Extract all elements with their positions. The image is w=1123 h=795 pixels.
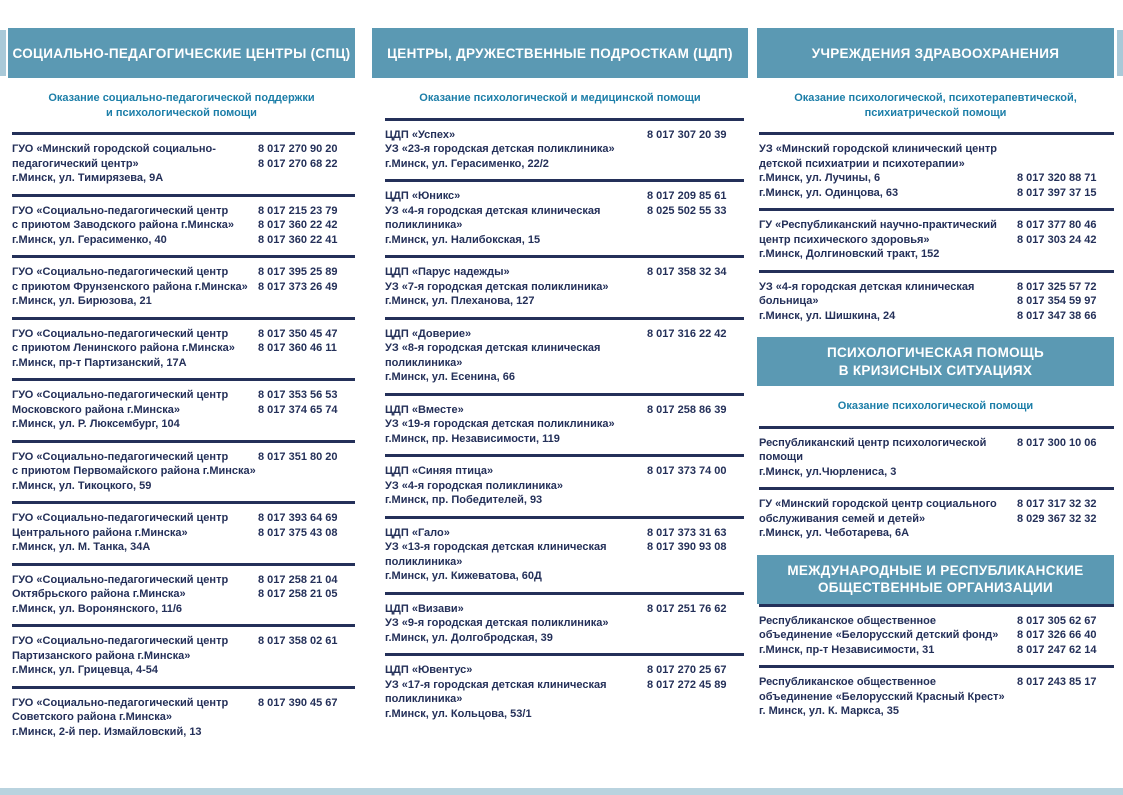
entry-row	[759, 280, 1114, 295]
entry-row	[759, 436, 1114, 451]
directory-entry	[12, 689, 355, 748]
entry-text: г.Минск, ул. Герасименко, 22/2	[385, 157, 549, 170]
directory-entry	[385, 258, 744, 317]
entry-row	[12, 294, 355, 309]
entry-row	[385, 341, 744, 356]
entry-text: ЦДП «Ювентус»	[385, 664, 473, 676]
entry-row	[385, 602, 744, 617]
entry-row	[12, 341, 355, 356]
entry-row	[385, 616, 744, 631]
entry-text: УЗ «4-я городская детская клиническая	[385, 204, 601, 217]
entries-list	[372, 118, 748, 730]
entry-row	[385, 555, 744, 570]
entries-list	[757, 604, 1114, 727]
entry-text: ЦДП «Синяя птица»	[385, 465, 494, 477]
entry-text: с приютом Фрунзенского района г.Минска»	[12, 280, 248, 293]
entry-row	[385, 370, 744, 385]
section-subtitle-line: психиатрической помощи	[864, 106, 1007, 119]
entry-row	[385, 493, 744, 508]
phone-number: 8 017 316 22 42	[647, 327, 727, 340]
section-subtitle	[759, 91, 1112, 120]
entry-text: г.Минск, ул. Тикоцкого, 59	[12, 479, 152, 492]
phone-number: 8 017 215 23 79	[258, 204, 338, 217]
phone-number: 8 017 354 59 97	[1017, 295, 1097, 307]
entry-row	[385, 678, 744, 693]
entry-row	[759, 704, 1114, 719]
entry-text: с приютом Первомайского района г.Минска»	[12, 465, 256, 477]
phone-number: 8 017 360 22 41	[258, 233, 338, 246]
entry-row	[759, 309, 1114, 324]
directory-entry	[12, 197, 355, 256]
entry-text: ГУ «Минский городской центр социального	[759, 498, 997, 510]
entry-text: Советского района г.Минска»	[12, 711, 173, 723]
entry-text: ГУО «Минский городской социально-	[12, 143, 216, 155]
phone-number: 8 017 303 24 42	[1017, 233, 1097, 246]
entry-text: УЗ «23-я городская детская поликлиника»	[385, 143, 615, 155]
phone-number: 8 017 360 22 42	[258, 219, 338, 231]
phone-number: 8 017 347 38 66	[1017, 309, 1097, 322]
entry-row	[759, 512, 1114, 527]
entry-row	[12, 511, 355, 526]
entry-text: ГУО «Социально-педагогический центр	[12, 327, 229, 340]
entry-text: Республиканское общественное	[759, 614, 936, 627]
entry-row	[385, 464, 744, 479]
entry-row	[385, 417, 744, 432]
entry-text: поликлиника»	[385, 356, 463, 369]
entry-row	[385, 142, 744, 157]
phone-number: 8 025 502 55 33	[647, 204, 727, 217]
entry-text: ГУО «Социально-педагогический центр	[12, 512, 229, 524]
phone-number: 8 017 258 86 39	[647, 403, 727, 416]
column-spc	[8, 28, 355, 747]
entry-row	[12, 526, 355, 541]
phone-number: 8 017 307 20 39	[647, 128, 727, 141]
directory-entry	[759, 135, 1114, 208]
entry-text: помощи	[759, 451, 803, 463]
entry-row	[12, 450, 355, 465]
section-subtitle	[374, 91, 746, 106]
entry-row	[385, 356, 744, 371]
entry-row	[385, 479, 744, 494]
section-header-line: ОБЩЕСТВЕННЫЕ ОРГАНИЗАЦИИ	[817, 580, 1054, 595]
phone-number: 8 017 251 76 62	[647, 602, 727, 615]
entry-text: ГУО «Социально-педагогический центр	[12, 266, 229, 278]
section-header	[757, 555, 1114, 604]
entry-row	[385, 403, 744, 418]
directory-entry	[12, 135, 355, 194]
entry-row	[385, 233, 744, 248]
entry-text: г.Минск, пр-т Партизанский, 17А	[12, 356, 187, 369]
phone-number: 8 017 373 74 00	[647, 465, 727, 477]
entry-text: объединение «Белорусский детский фонд»	[759, 629, 999, 641]
directory-entry	[12, 443, 355, 502]
entry-row	[759, 497, 1114, 512]
section-subtitle-line: Оказание психологической помощи	[837, 400, 1034, 412]
entry-text: УЗ «7-я городская детская поликлиника»	[385, 280, 609, 293]
phone-number: 8 017 377 80 46	[1017, 219, 1097, 231]
entry-text: ГУО «Социально-педагогический центр	[12, 204, 229, 217]
entry-row	[759, 643, 1114, 658]
entry-row	[12, 464, 355, 479]
entry-text: г.Минск, ул. М. Танка, 34А	[12, 541, 151, 553]
entry-row	[385, 569, 744, 584]
entry-row	[759, 614, 1114, 629]
section-subtitle	[759, 399, 1112, 414]
directory-entry	[385, 320, 744, 393]
entry-row	[385, 218, 744, 233]
entry-text: ЦДП «Гало»	[385, 526, 450, 539]
phone-number: 8 017 360 46 11	[258, 342, 337, 354]
entry-row	[12, 710, 355, 725]
entry-text: поликлиника»	[385, 693, 463, 705]
phone-number: 8 017 350 45 47	[258, 327, 338, 340]
entry-text: г.Минск, пр. Победителей, 93	[385, 494, 543, 506]
entry-text: поликлиника»	[385, 219, 463, 231]
entry-text: г.Минск, 2-й пер. Измайловский, 13	[12, 725, 202, 738]
phone-number: 8 017 258 21 04	[258, 573, 338, 586]
entry-text: Октябрьского района г.Минска»	[12, 588, 186, 600]
entry-row	[385, 432, 744, 447]
phone-number: 8 029 367 32 32	[1017, 512, 1097, 525]
entry-row	[12, 403, 355, 418]
entry-text: г.Минск, ул. Тимирязева, 9А	[12, 172, 164, 184]
entry-row	[12, 356, 355, 371]
entry-row	[12, 649, 355, 664]
entry-text: Республиканское общественное	[759, 676, 936, 688]
entry-row	[385, 157, 744, 172]
phone-number: 8 017 374 65 74	[258, 403, 338, 416]
phone-number: 8 017 300 10 06	[1017, 436, 1097, 449]
directory-entry	[12, 381, 355, 440]
section-header-line: В КРИЗИСНЫХ СИТУАЦИЯХ	[838, 362, 1033, 378]
directory-entry	[385, 519, 744, 592]
entry-row	[759, 450, 1114, 465]
section-header-line: СОЦИАЛЬНО-ПЕДАГОГИЧЕСКИЕ ЦЕНТРЫ (СПЦ)	[12, 45, 351, 61]
entry-text: ЦДП «Успех»	[385, 128, 456, 141]
entry-text: обслуживания семей и детей»	[759, 512, 926, 525]
directory-entry	[759, 273, 1114, 332]
entry-text: г. Минск, ул. К. Маркса, 35	[759, 705, 900, 717]
entry-row	[12, 573, 355, 588]
page-edge-left	[0, 30, 6, 76]
directory-entry	[385, 396, 744, 455]
directory-entry	[385, 182, 744, 255]
phone-number: 8 017 326 66 40	[1017, 629, 1097, 641]
entry-row	[12, 540, 355, 555]
entry-row	[12, 663, 355, 678]
entry-text: г.Минск, ул. Чеботарева, 6А	[759, 527, 910, 539]
entry-text: УЗ «4-я городская детская клиническая	[759, 280, 975, 293]
section-header	[372, 28, 748, 78]
brochure-page	[8, 28, 1114, 747]
entry-row	[759, 233, 1114, 248]
entry-row	[759, 157, 1114, 172]
entry-row	[759, 294, 1114, 309]
phone-number: 8 017 243 85 17	[1017, 676, 1097, 688]
phone-number: 8 017 320 88 71	[1017, 172, 1097, 184]
directory-entry	[385, 457, 744, 516]
entry-text: Партизанского района г.Минска»	[12, 649, 191, 662]
entry-row	[12, 218, 355, 233]
phone-number: 8 017 351 80 20	[258, 450, 338, 463]
entry-text: объединение «Белорусский Красный Крест»	[759, 690, 1005, 703]
phone-number: 8 017 390 45 67	[258, 696, 338, 709]
entry-row	[12, 696, 355, 711]
entry-text: УЗ «4-я городская поликлиника»	[385, 479, 564, 492]
entry-row	[12, 388, 355, 403]
entry-text: г.Минск, ул. Одинцова, 63	[759, 186, 899, 199]
entry-row	[12, 204, 355, 219]
entries-list	[757, 132, 1114, 331]
entry-text: г.Минск, ул. Есенина, 66	[385, 371, 516, 383]
entry-row	[385, 189, 744, 204]
entry-row	[385, 663, 744, 678]
entry-text: ГУО «Социально-педагогический центр	[12, 389, 229, 401]
section-header-line: ЦЕНТРЫ, ДРУЖЕСТВЕННЫЕ ПОДРОСТКАМ (ЦДП)	[387, 45, 733, 61]
phone-number: 8 017 375 43 08	[258, 526, 338, 539]
directory-entry	[12, 320, 355, 379]
entry-row	[12, 157, 355, 172]
section-header	[8, 28, 355, 78]
entry-text: г.Минск, ул. Долгобродская, 39	[385, 631, 553, 644]
entry-row	[759, 186, 1114, 201]
directory-entry	[759, 429, 1114, 488]
phone-number: 8 017 373 31 63	[647, 526, 727, 539]
entry-row	[12, 142, 355, 157]
phone-number: 8 017 358 02 61	[258, 635, 338, 647]
entry-text: г.Минск, ул. Герасименко, 40	[12, 233, 167, 246]
entry-row	[385, 204, 744, 219]
entry-text: ГУО «Социально-педагогический центр	[12, 450, 229, 463]
entry-text: г.Минск, Долгиновский тракт, 152	[759, 248, 940, 260]
page-edge-bottom	[0, 788, 1123, 795]
entry-row	[385, 692, 744, 707]
directory-entry	[12, 258, 355, 317]
directory-entry	[759, 607, 1114, 666]
entry-text: ЦДП «Доверие»	[385, 327, 472, 340]
entry-row	[385, 540, 744, 555]
section-subtitle-line: Оказание социально-педагогической поддержки	[48, 92, 315, 104]
phone-number: 8 017 247 62 14	[1017, 643, 1097, 656]
entry-text: Республиканский центр психологической	[759, 436, 987, 449]
section-subtitle	[10, 91, 353, 120]
entry-text: УЗ «19-я городская детская поликлиника»	[385, 418, 615, 430]
entry-text: ГУО «Социально-педагогический центр	[12, 696, 229, 709]
entry-text: г.Минск, пр. Независимости, 119	[385, 432, 560, 445]
section-header-line: УЧРЕЖДЕНИЯ ЗДРАВООХРАНЕНИЯ	[811, 45, 1060, 61]
directory-entry	[385, 656, 744, 729]
directory-entry	[759, 490, 1114, 549]
directory-entry	[759, 668, 1114, 727]
entry-text: г.Минск, ул. Шишкина, 24	[759, 309, 896, 322]
entries-list	[8, 132, 355, 747]
entry-row	[12, 327, 355, 342]
entry-text: г.Минск, ул. Воронянского, 11/6	[12, 602, 182, 615]
phone-number: 8 017 209 85 61	[647, 190, 727, 202]
entry-row	[12, 233, 355, 248]
entry-text: с приютом Заводского района г.Минска»	[12, 219, 234, 231]
phone-number: 8 017 395 25 89	[258, 266, 338, 278]
entry-text: г.Минск, ул. Р. Люксембург, 104	[12, 418, 180, 430]
entry-row	[759, 247, 1114, 262]
entry-text: УЗ «9-я городская детская поликлиника»	[385, 617, 609, 629]
phone-number: 8 017 270 25 67	[647, 664, 727, 676]
directory-entry	[385, 121, 744, 180]
entry-text: г.Минск, ул. Лучины, 6	[759, 172, 881, 184]
phone-number: 8 017 258 21 05	[258, 588, 338, 600]
directory-entry	[385, 595, 744, 654]
directory-entry	[12, 566, 355, 625]
entry-row	[385, 265, 744, 280]
entry-text: с приютом Ленинского района г.Минска»	[12, 342, 235, 354]
entry-row	[385, 280, 744, 295]
section-header-line: ПСИХОЛОГИЧЕСКАЯ ПОМОЩЬ	[827, 345, 1044, 360]
phone-number: 8 017 270 68 22	[258, 157, 338, 170]
phone-number: 8 017 272 45 89	[647, 678, 727, 691]
phone-number: 8 017 270 90 20	[258, 143, 338, 155]
directory-entry	[12, 627, 355, 686]
entry-text: педагогический центр»	[12, 157, 139, 170]
column-cdp	[372, 28, 748, 747]
entry-text: поликлиника»	[385, 555, 463, 568]
entry-text: г.Минск, пр-т Независимости, 31	[759, 643, 935, 656]
entry-text: УЗ «8-я городская детская клиническая	[385, 342, 601, 354]
entry-row	[385, 526, 744, 541]
page-edge-right	[1117, 30, 1123, 76]
phone-number: 8 017 373 26 49	[258, 280, 338, 293]
phone-number: 8 017 353 56 53	[258, 389, 338, 401]
section-header	[757, 28, 1114, 78]
section-subtitle-line: Оказание психологической, психотерапевтической,	[794, 92, 1077, 104]
section-subtitle-line: и психологической помощи	[106, 106, 257, 119]
entry-row	[759, 142, 1114, 157]
entry-text: г.Минск, ул.Чюрлениса, 3	[759, 465, 897, 478]
entry-row	[12, 725, 355, 740]
phone-number: 8 017 390 93 08	[647, 541, 727, 553]
entry-text: ЦДП «Юникс»	[385, 190, 461, 202]
entry-row	[385, 294, 744, 309]
entry-row	[385, 327, 744, 342]
entry-text: г.Минск, ул. Налибокская, 15	[385, 233, 541, 246]
phone-number: 8 017 358 32 34	[647, 266, 727, 278]
section-header	[757, 337, 1114, 386]
entry-row	[12, 171, 355, 186]
entry-row	[759, 171, 1114, 186]
section-header-line: МЕЖДУНАРОДНЫЕ И РЕСПУБЛИКАНСКИЕ	[787, 562, 1084, 578]
entry-row	[385, 707, 744, 722]
entry-row	[12, 479, 355, 494]
phone-number: 8 017 397 37 15	[1017, 186, 1097, 199]
entry-row	[12, 634, 355, 649]
directory-entry	[759, 211, 1114, 270]
phone-number: 8 017 317 32 32	[1017, 498, 1097, 510]
entry-row	[385, 128, 744, 143]
entry-text: ЦДП «Вместе»	[385, 403, 464, 416]
entry-text: г.Минск, ул. Кижеватова, 60Д	[385, 570, 542, 582]
entry-row	[759, 690, 1114, 705]
phone-number: 8 017 393 64 69	[258, 512, 338, 524]
entry-row	[12, 602, 355, 617]
entries-list	[757, 426, 1114, 549]
phone-number: 8 017 305 62 67	[1017, 614, 1097, 627]
entry-row	[759, 628, 1114, 643]
entry-row	[12, 587, 355, 602]
entry-text: больница»	[759, 295, 819, 307]
entry-text: УЗ «13-я городская детская клиническая	[385, 541, 607, 553]
entry-text: г.Минск, ул. Плеханова, 127	[385, 295, 535, 307]
section-subtitle-line: Оказание психологической и медицинской помощи	[419, 92, 701, 104]
entry-text: г.Минск, ул. Бирюзова, 21	[12, 295, 152, 307]
phone-number: 8 017 325 57 72	[1017, 280, 1097, 293]
entry-row	[759, 526, 1114, 541]
entry-text: УЗ «Минский городской клинический центр	[759, 143, 997, 155]
entry-text: Московского района г.Минска»	[12, 403, 180, 416]
entry-text: УЗ «17-я городская детская клиническая	[385, 678, 607, 691]
column-healthcare	[757, 28, 1114, 747]
entry-text: ГУО «Социально-педагогический центр	[12, 573, 229, 586]
entry-text: г.Минск, ул. Кольцова, 53/1	[385, 707, 532, 720]
entry-row	[12, 280, 355, 295]
entry-text: Центрального района г.Минска»	[12, 526, 188, 539]
entry-text: ЦДП «Парус надежды»	[385, 266, 510, 278]
entry-text: ГУО «Социально-педагогический центр	[12, 635, 229, 647]
entry-row	[385, 631, 744, 646]
directory-entry	[12, 504, 355, 563]
entry-row	[759, 218, 1114, 233]
entry-row	[12, 265, 355, 280]
entry-row	[759, 465, 1114, 480]
entry-text: ЦДП «Визави»	[385, 602, 464, 615]
entry-text: центр психического здоровья»	[759, 233, 930, 246]
entry-text: детской психиатрии и психотерапии»	[759, 157, 965, 170]
entry-row	[12, 417, 355, 432]
entry-text: г.Минск, ул. Грицевца, 4-54	[12, 664, 158, 676]
entry-row	[759, 675, 1114, 690]
entry-text: ГУ «Республиканский научно-практический	[759, 219, 997, 231]
